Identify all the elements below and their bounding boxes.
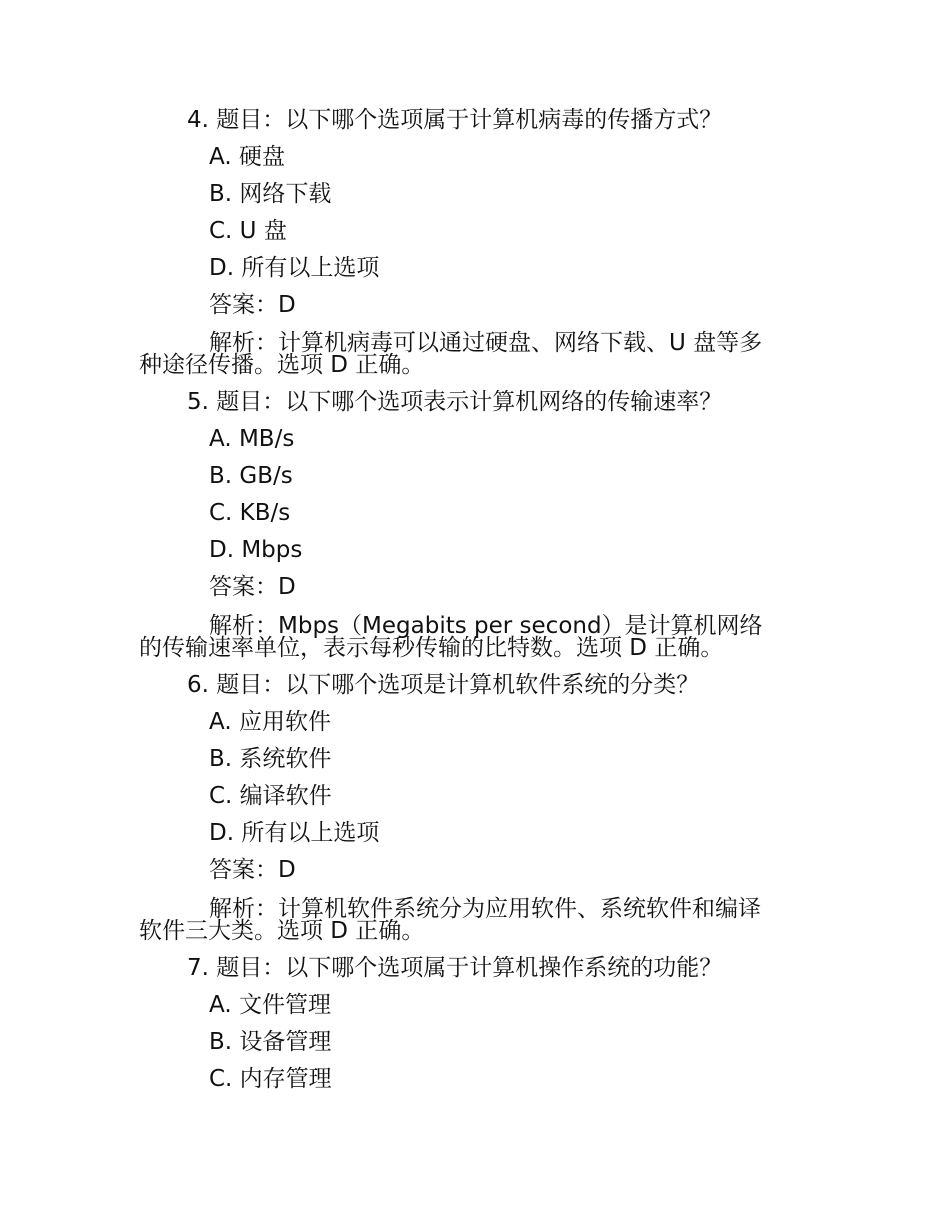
question-5-option-b: B. GB/s (209, 463, 293, 489)
question-4-explanation-line1: 解析：计算机病毒可以通过硬盘、网络下载、U 盘等多 (209, 330, 763, 356)
question-7-option-a: A. 文件管理 (209, 992, 331, 1018)
question-4-option-a: A. 硬盘 (209, 144, 285, 170)
question-4-answer: 答案：D (209, 292, 296, 318)
question-7-option-c: C. 内存管理 (209, 1066, 332, 1092)
question-7-option-b: B. 设备管理 (209, 1029, 332, 1055)
question-6-explanation-line1: 解析：计算机软件系统分为应用软件、系统软件和编译 (209, 896, 761, 922)
question-5-option-a: A. MB/s (209, 426, 295, 452)
question-6-answer: 答案：D (209, 857, 296, 883)
question-5-option-c: C. KB/s (209, 500, 291, 526)
question-7-title: 7. 题目：以下哪个选项属于计算机操作系统的功能？ (187, 955, 723, 981)
question-6-explanation-line2: 软件三大类。选项 D 正确。 (139, 918, 425, 944)
question-6-option-c: C. 编译软件 (209, 783, 332, 809)
question-4-option-b: B. 网络下载 (209, 181, 332, 207)
question-6-title: 6. 题目：以下哪个选项是计算机软件系统的分类？ (187, 672, 700, 698)
question-5-answer: 答案：D (209, 574, 296, 600)
question-5-explanation-line2: 的传输速率单位，表示每秒传输的比特数。选项 D 正确。 (139, 635, 724, 661)
question-4-option-d: D. 所有以上选项 (209, 255, 380, 281)
question-4-option-c: C. U 盘 (209, 218, 287, 244)
question-5-option-d: D. Mbps (209, 537, 303, 563)
question-6-option-b: B. 系统软件 (209, 746, 332, 772)
question-5-title: 5. 题目：以下哪个选项表示计算机网络的传输速率？ (187, 389, 723, 415)
question-4-title: 4. 题目：以下哪个选项属于计算机病毒的传播方式？ (187, 107, 723, 133)
question-6-option-d: D. 所有以上选项 (209, 820, 380, 846)
question-6-option-a: A. 应用软件 (209, 709, 331, 735)
question-4-explanation-line2: 种途径传播。选项 D 正确。 (139, 352, 425, 378)
question-5-explanation-line1: 解析：Mbps（Megabits per second）是计算机网络 (209, 613, 763, 639)
